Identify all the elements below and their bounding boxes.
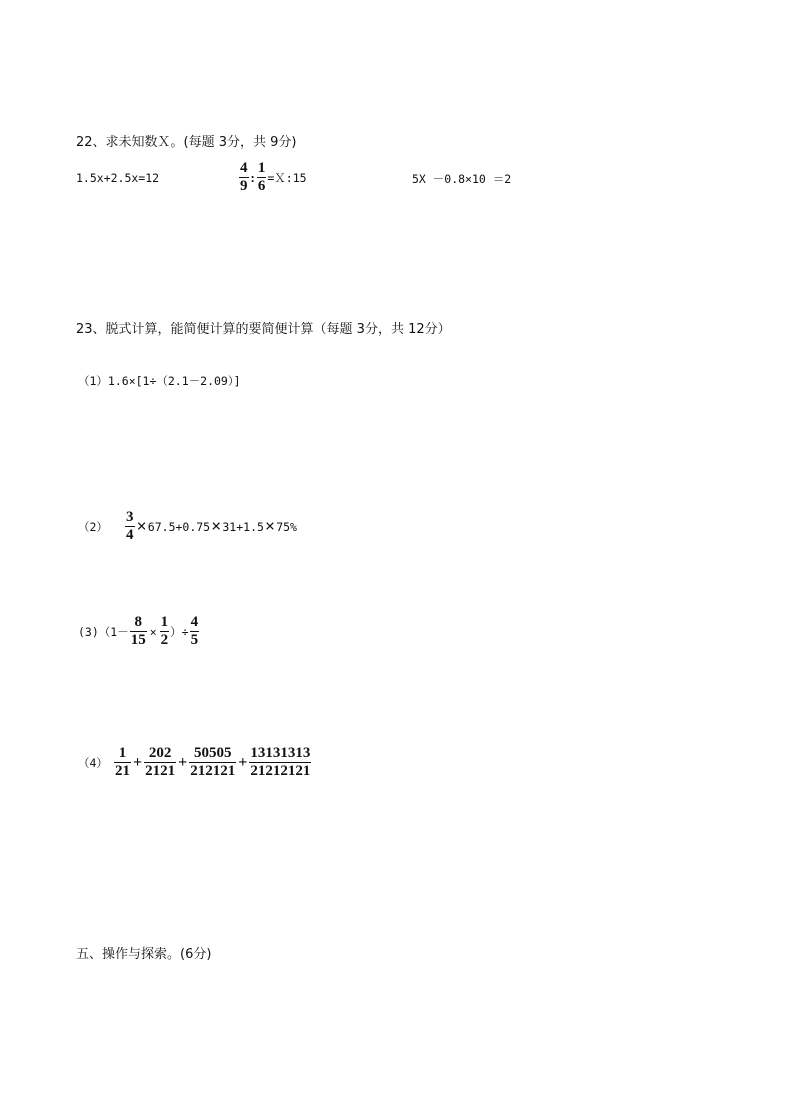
numerator: 50505 — [193, 745, 232, 761]
numerator: 1 — [257, 160, 266, 176]
fraction — [239, 160, 249, 195]
divide-part: ）÷ — [170, 624, 189, 639]
denominator: 6 — [257, 178, 266, 194]
fraction — [189, 745, 236, 780]
denominator: 21212121 — [250, 763, 311, 779]
denominator: 4 — [126, 527, 134, 543]
denominator: 15 — [130, 632, 146, 648]
problem-label: （2） — [78, 519, 108, 534]
fraction — [160, 614, 170, 649]
q22-equation-1: 1.5x+2.5x=12 — [76, 171, 160, 185]
fraction — [130, 614, 147, 649]
denominator: 9 — [240, 178, 248, 194]
q23-problem-3 — [78, 614, 200, 649]
denominator: 21 — [114, 763, 130, 779]
times-sign: × — [136, 516, 147, 536]
numerator: 13131313 — [250, 745, 311, 761]
numerator: 8 — [134, 614, 142, 630]
q23-problem-4 — [78, 745, 312, 780]
numerator: 202 — [148, 745, 172, 761]
denominator: 5 — [190, 632, 199, 648]
ratio-colon: : — [250, 169, 255, 185]
equation-tail: =Ｘ:15 — [267, 170, 307, 185]
denominator: 2121 — [145, 763, 176, 779]
section-5-title: 五、操作与探索。(6分) — [76, 947, 212, 962]
plus-sign: + — [238, 753, 248, 771]
fraction — [114, 745, 131, 780]
fraction — [190, 614, 200, 649]
q22-title: 22、求未知数Ｘ。(每题 3分，共 9分) — [76, 135, 297, 150]
numerator: 1 — [118, 745, 127, 761]
q22-equation-2 — [238, 160, 307, 195]
plus-sign: + — [178, 753, 188, 771]
problem-label: （4） — [78, 755, 108, 770]
numerator: 4 — [240, 160, 248, 176]
numerator: 4 — [190, 614, 199, 630]
term: 75% — [276, 519, 297, 534]
times-sign: × — [211, 516, 222, 536]
numerator: 3 — [126, 509, 134, 525]
term: 67.5+0.75 — [147, 519, 211, 534]
q23-problem-1: （1）1.6×[1÷（2.1－2.09）] — [78, 374, 241, 388]
fraction — [125, 509, 135, 544]
denominator: 2 — [160, 632, 169, 648]
fraction — [144, 745, 176, 780]
numerator: 1 — [160, 614, 169, 630]
times-sign: × — [264, 516, 276, 536]
times-sign: × — [149, 624, 157, 639]
fraction — [257, 160, 267, 195]
q22-equation-3: 5X －0.8×10 ＝2 — [412, 172, 512, 186]
problem-label: (3)（1－ — [78, 624, 129, 639]
q23-problem-2 — [78, 509, 297, 544]
plus-sign: + — [132, 753, 143, 771]
fraction — [249, 745, 311, 780]
q23-title: 23、脱式计算，能简便计算的要简便计算（每题 3分，共 12分） — [76, 322, 451, 337]
denominator: 212121 — [190, 763, 236, 779]
term: 31+1.5 — [222, 519, 264, 534]
